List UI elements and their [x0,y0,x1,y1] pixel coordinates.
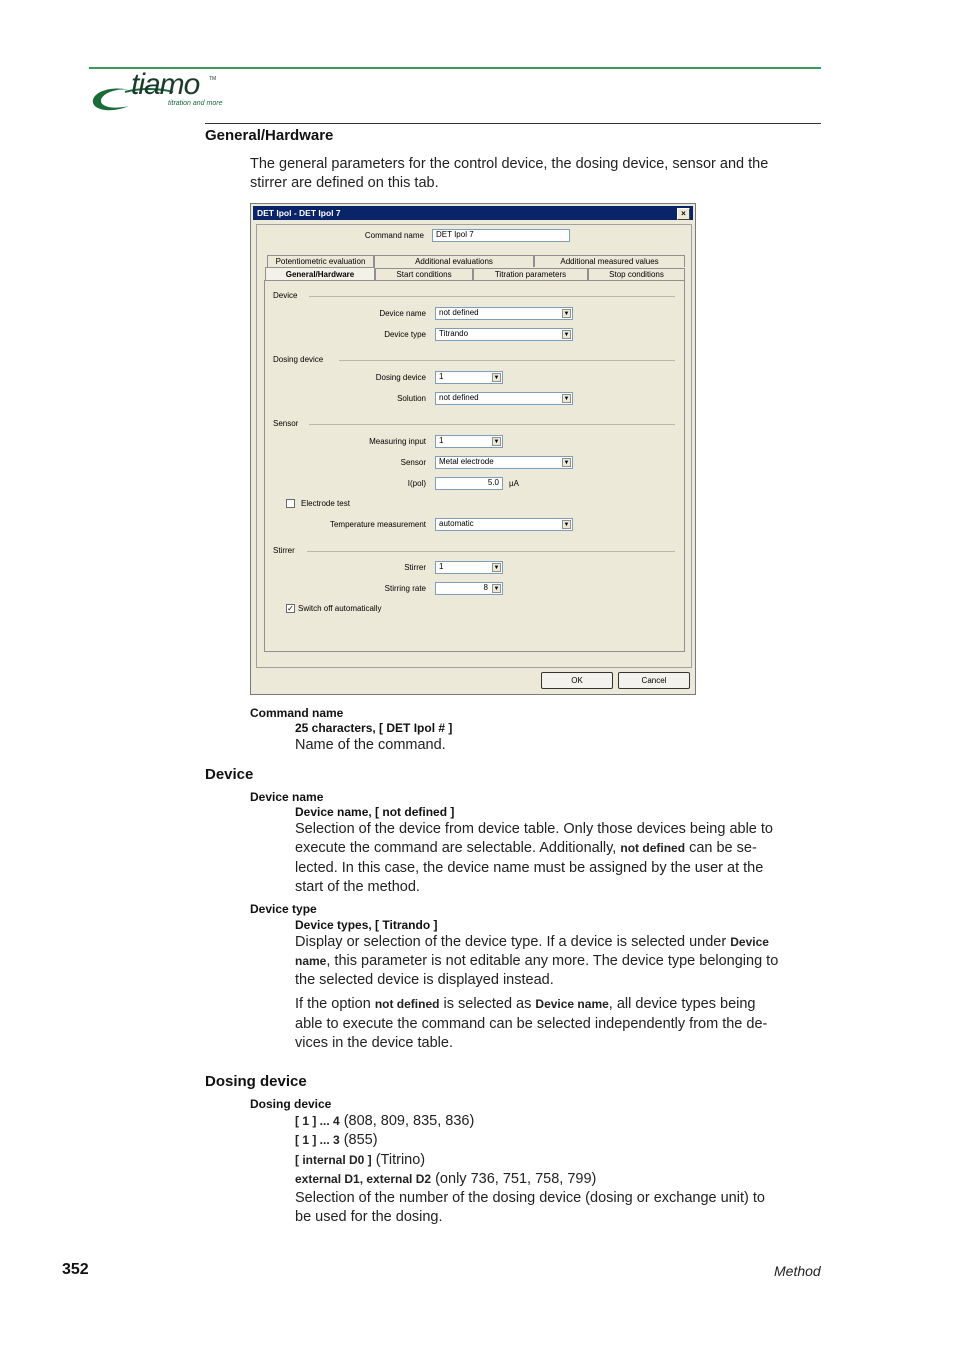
term-ref-not-defined: not defined [620,841,686,855]
group-device: Device [273,291,298,300]
desc-device-type-5: able to execute the command can be selected independently from the de- [295,1016,768,1032]
option-note: (855) [339,1132,378,1148]
group-sensor: Sensor [273,419,299,428]
sensor-select[interactable] [435,456,573,469]
dialog-title: DET Ipol - DET Ipol 7 [257,208,341,218]
dosing-option-4 [295,1170,596,1190]
solution-label: Solution [397,394,426,403]
logo-tagline: titration and more [168,100,223,107]
desc-device-name-3: lected. In this case, the device name must be assigned by the user at the [295,860,764,876]
chevron-down-icon[interactable]: ▼ [493,586,500,592]
desc-text: Display or selection of the device type. If a device is selected under [295,934,731,950]
option-note: (808, 809, 835, 836) [339,1113,475,1129]
tab-start-conditions[interactable]: Start conditions [375,268,473,280]
chevron-down-icon[interactable]: ▼ [493,439,500,445]
desc-device-name-1: Selection of the device from device table. Only those devices being able to [295,821,773,837]
spec-device-type: Device types, [ Titrando ] [295,918,438,932]
desc-device-type-3: the selected device is displayed instead. [295,972,554,988]
term-device-type: Device type [250,902,317,916]
desc-text: execute the command are selectable. Additionally, [295,840,621,856]
logo-tm: TM [209,76,217,82]
ipol-input[interactable]: 5.0 [435,477,503,490]
dialog-content [256,224,692,668]
solution-select[interactable] [435,392,573,405]
chevron-down-icon[interactable]: ▼ [563,396,570,402]
chevron-down-icon[interactable]: ▼ [563,332,570,338]
group-sensor-rule [309,424,675,425]
temperature-measurement-select[interactable] [435,518,573,531]
device-type-value: Titrando [439,329,469,338]
command-name-label: Command name [364,231,424,240]
ipol-label: I(pol) [407,479,426,488]
spec-device-name: Device name, [ not defined ] [295,805,455,819]
logo-brand: tiamo [131,68,200,101]
section-rule [205,123,821,124]
cancel-button[interactable]: Cancel [618,672,690,689]
term-command-name: Command name [250,706,344,720]
spec-command-name: 25 characters, [ DET Ipol # ] [295,721,453,735]
desc-text: If the option [295,996,375,1012]
sensor-value: Metal electrode [439,457,494,466]
tab-stop-conditions[interactable]: Stop conditions [588,268,685,280]
term-ref-name: name [295,954,327,968]
sensor-label: Sensor [400,458,426,467]
temperature-measurement-value: automatic [439,519,474,528]
device-name-value: not defined [439,308,479,317]
dosing-device-value: 1 [439,372,444,381]
close-icon[interactable]: × [677,208,690,220]
stirring-rate-select[interactable] [435,582,503,595]
intro-line-2: stirrer are defined on this tab. [250,175,439,191]
stirrer-value: 1 [439,562,444,571]
chevron-down-icon[interactable]: ▼ [563,311,570,317]
stirrer-select[interactable] [435,561,503,574]
dosing-device-select[interactable] [435,371,503,384]
page-number: 352 [62,1261,89,1278]
tiamo-logo [89,70,239,118]
term-dosing-device: Dosing device [250,1097,332,1111]
tab-general-hardware[interactable]: General/Hardware [265,267,375,281]
tab-additional-evaluations[interactable]: Additional evaluations [374,255,534,267]
chevron-down-icon[interactable]: ▼ [563,522,570,528]
electrode-test-label: Electrode test [301,499,350,508]
device-name-select[interactable] [435,307,573,320]
measuring-input-label: Measuring input [369,437,426,446]
group-stirrer: Stirrer [273,546,295,555]
desc-device-type-2 [295,952,778,972]
switch-off-checkbox[interactable]: ✓ [287,604,294,613]
desc-device-name-2 [295,839,757,859]
desc-dosing-2: be used for the dosing. [295,1209,443,1225]
desc-text: is selected as [439,996,536,1012]
desc-device-type-6: vices in the device table. [295,1035,453,1051]
device-type-label: Device type [384,330,426,339]
solution-value: not defined [439,393,479,402]
electrode-test-checkbox[interactable] [286,499,295,508]
term-ref-not-defined: not defined [374,997,440,1011]
stirring-rate-value: 8 [483,583,488,592]
group-dosing-device: Dosing device [273,355,324,364]
tab-potentiometric-evaluation[interactable]: Potentiometric evaluation [267,255,374,267]
section-title-device: Device [205,766,254,783]
dosing-device-label: Dosing device [375,373,426,382]
stirring-rate-label: Stirring rate [384,584,426,593]
desc-device-type-1 [295,933,769,953]
option-value: [ 1 ] ... 4 [295,1114,340,1128]
device-type-select[interactable] [435,328,573,341]
measuring-input-value: 1 [439,436,444,445]
ok-button[interactable]: OK [541,672,613,689]
switch-off-label: Switch off automatically [298,604,382,613]
dialog-titlebar [253,206,693,220]
option-note: (Titrino) [371,1152,426,1168]
footer-section: Method [774,1263,821,1279]
group-stirrer-rule [307,551,675,552]
tab-titration-parameters[interactable]: Titration parameters [473,268,588,280]
stirrer-label: Stirrer [404,563,426,572]
option-value: [ internal D0 ] [295,1153,372,1167]
term-device-name: Device name [250,790,324,804]
group-device-rule [309,296,675,297]
section-title-general-hardware: General/Hardware [205,127,334,144]
dialog-window [250,203,696,695]
chevron-down-icon[interactable]: ▼ [493,565,500,571]
term-ref-device-name: Device name [535,997,609,1011]
desc-dosing-1: Selection of the number of the dosing device (dosing or exchange unit) to [295,1190,765,1206]
tab-additional-measured-values[interactable]: Additional measured values [534,255,685,267]
option-value: external D1, external D2 [295,1172,432,1186]
ipol-unit: µA [509,479,519,488]
intro-line-1: The general parameters for the control device, the dosing device, sensor and the [250,156,769,172]
desc-device-name-4: start of the method. [295,879,420,895]
desc-command-name: Name of the command. [295,737,446,753]
tab-panel-general-hardware [264,280,685,652]
dosing-option-2 [295,1131,378,1151]
desc-device-type-4 [295,995,756,1015]
command-name-input[interactable]: DET Ipol 7 [432,229,570,242]
measuring-input-select[interactable] [435,435,503,448]
desc-text: , all device types being [608,996,756,1012]
chevron-down-icon[interactable]: ▼ [493,375,500,381]
desc-text: can be se- [685,840,757,856]
option-note: (only 736, 751, 758, 799) [431,1171,597,1187]
device-name-label: Device name [379,309,426,318]
term-ref-device: Device [730,935,769,949]
group-dosing-rule [339,360,675,361]
dosing-option-3 [295,1151,425,1171]
dosing-option-1 [295,1112,474,1132]
section-title-dosing-device: Dosing device [205,1073,307,1090]
temperature-measurement-label: Temperature measurement [329,520,426,529]
desc-text: , this parameter is not editable any more. The device type belonging to [326,953,779,969]
option-value: [ 1 ] ... 3 [295,1133,340,1147]
chevron-down-icon[interactable]: ▼ [563,460,570,466]
